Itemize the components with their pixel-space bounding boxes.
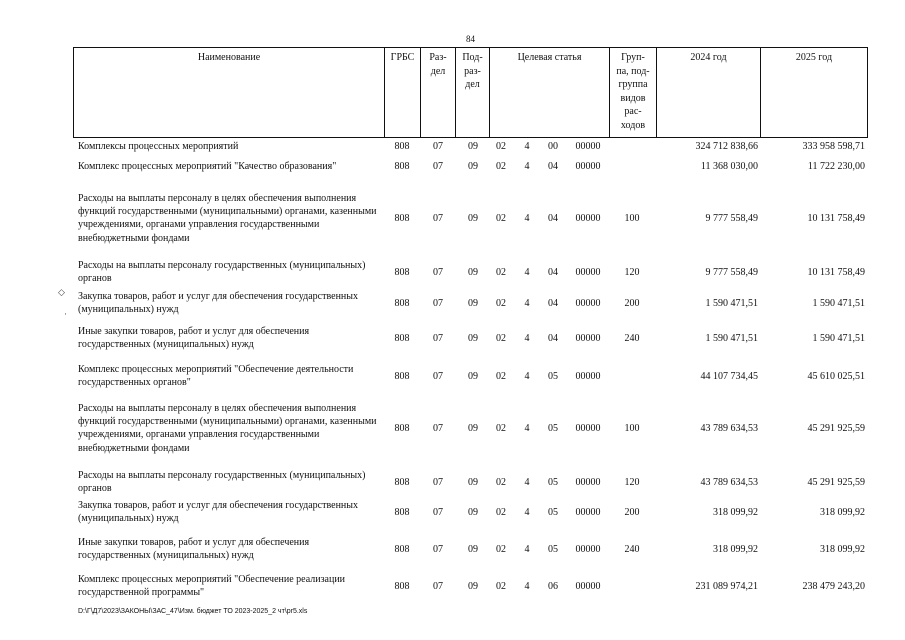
row-target-direction: 00000 — [575, 507, 601, 518]
table-row — [0, 192, 905, 246]
row-razdel: 07 — [433, 423, 443, 434]
row-target-program: 02 — [496, 333, 506, 344]
row-target-type: 4 — [524, 371, 530, 382]
row-value-2024: 318 099,92 — [713, 544, 758, 555]
row-target-type: 4 — [524, 141, 530, 152]
row-target-direction: 00000 — [575, 581, 601, 592]
row-name: Расходы на выплаты персоналу государственных (муниципальных) органов — [78, 260, 366, 285]
row-target-complex: 04 — [548, 161, 558, 172]
row-target-direction: 00000 — [575, 423, 601, 434]
row-target-program: 02 — [496, 477, 506, 488]
row-grbs: 808 — [394, 213, 410, 224]
row-podrazdel: 09 — [468, 544, 478, 555]
row-target-program: 02 — [496, 371, 506, 382]
row-value-2025: 10 131 758,49 — [807, 267, 865, 278]
row-target-program: 02 — [496, 423, 506, 434]
scan-mark: ◇ — [58, 287, 65, 297]
row-target-complex: 05 — [548, 544, 558, 555]
row-name: Иные закупки товаров, работ и услуг для обеспечения государственных (муниципальных) нужд — [78, 326, 310, 351]
row-value-2025: 1 590 471,51 — [812, 298, 865, 309]
table-row — [0, 259, 905, 287]
row-target-program: 02 — [496, 141, 506, 152]
row-grbs: 808 — [394, 267, 410, 278]
table-row — [0, 160, 905, 174]
row-value-2025: 11 722 230,00 — [807, 161, 865, 172]
row-value-2024: 318 099,92 — [713, 507, 758, 518]
table-row — [0, 325, 905, 353]
row-value-2024: 9 777 558,49 — [705, 267, 758, 278]
row-value-2024: 44 107 734,45 — [700, 371, 758, 382]
table-row — [0, 363, 905, 391]
row-value-2024: 1 590 471,51 — [705, 333, 758, 344]
row-grbs: 808 — [394, 371, 410, 382]
row-value-2025: 318 099,92 — [820, 507, 865, 518]
row-target-complex: 04 — [548, 298, 558, 309]
row-target-complex: 05 — [548, 477, 558, 488]
row-value-2025: 318 099,92 — [820, 544, 865, 555]
row-target-direction: 00000 — [575, 213, 601, 224]
table-row — [0, 469, 905, 497]
table-row — [0, 402, 905, 456]
row-target-direction: 00000 — [575, 298, 601, 309]
header-podrazdel: Под- раз- дел — [462, 52, 483, 90]
row-name: Комплекс процессных мероприятий "Качество образования" — [78, 161, 337, 172]
row-grbs: 808 — [394, 298, 410, 309]
scan-dot: · — [64, 309, 67, 319]
header-2024: 2024 год — [690, 52, 727, 63]
header-2025: 2025 год — [795, 52, 833, 63]
row-podrazdel: 09 — [468, 267, 478, 278]
row-value-2024: 1 590 471,51 — [705, 298, 758, 309]
row-podrazdel: 09 — [468, 298, 478, 309]
row-target-direction: 00000 — [575, 333, 601, 344]
row-razdel: 07 — [433, 581, 443, 592]
file-path-footer: D:\Г\Д7\2023\ЗАКОНЫ\ЗАС_47\Изм. бюджет ТО 2023-2025_2 чт\pr5.xls — [78, 608, 308, 615]
table-row — [0, 499, 905, 527]
row-grbs: 808 — [394, 581, 410, 592]
row-grbs: 808 — [394, 544, 410, 555]
row-grbs: 808 — [394, 477, 410, 488]
row-podrazdel: 09 — [468, 213, 478, 224]
row-target-type: 4 — [524, 213, 530, 224]
row-value-2025: 45 610 025,51 — [807, 371, 865, 382]
row-target-program: 02 — [496, 544, 506, 555]
row-value-2025: 238 479 243,20 — [802, 581, 865, 592]
row-target-type: 4 — [524, 161, 530, 172]
row-value-2025: 333 958 598,71 — [802, 141, 865, 152]
row-grbs: 808 — [394, 507, 410, 518]
row-expense-group: 100 — [624, 423, 640, 434]
row-target-complex: 04 — [548, 333, 558, 344]
row-target-program: 02 — [496, 161, 506, 172]
row-target-complex: 05 — [548, 507, 558, 518]
row-podrazdel: 09 — [468, 161, 478, 172]
row-grbs: 808 — [394, 423, 410, 434]
row-value-2024: 11 368 030,00 — [700, 161, 758, 172]
table-row — [0, 140, 905, 154]
row-razdel: 07 — [433, 267, 443, 278]
row-target-direction: 00000 — [575, 267, 601, 278]
row-target-type: 4 — [524, 333, 530, 344]
row-target-complex: 05 — [548, 423, 558, 434]
row-target-type: 4 — [524, 581, 530, 592]
row-razdel: 07 — [433, 477, 443, 488]
row-value-2025: 1 590 471,51 — [812, 333, 865, 344]
table-row — [0, 536, 905, 564]
row-target-direction: 00000 — [575, 371, 601, 382]
row-podrazdel: 09 — [468, 423, 478, 434]
row-target-complex: 06 — [548, 581, 558, 592]
row-target-program: 02 — [496, 298, 506, 309]
row-expense-group: 120 — [624, 477, 640, 488]
row-target-complex: 00 — [548, 141, 558, 152]
row-target-complex: 04 — [548, 267, 558, 278]
row-expense-group: 120 — [624, 267, 640, 278]
row-grbs: 808 — [394, 333, 410, 344]
row-name: Комплексы процессных мероприятий — [78, 141, 239, 152]
row-target-type: 4 — [524, 477, 530, 488]
row-target-direction: 00000 — [575, 477, 601, 488]
row-razdel: 07 — [433, 544, 443, 555]
row-grbs: 808 — [394, 161, 410, 172]
row-podrazdel: 09 — [468, 141, 478, 152]
row-value-2025: 10 131 758,49 — [807, 213, 865, 224]
row-target-type: 4 — [524, 544, 530, 555]
row-razdel: 07 — [433, 371, 443, 382]
row-grbs: 808 — [394, 141, 410, 152]
row-value-2025: 45 291 925,59 — [807, 477, 865, 488]
row-expense-group: 240 — [624, 333, 640, 344]
row-expense-group: 100 — [624, 213, 640, 224]
row-target-direction: 00000 — [575, 141, 601, 152]
row-value-2024: 43 789 634,53 — [700, 477, 758, 488]
row-value-2024: 43 789 634,53 — [700, 423, 758, 434]
header-group: Груп- па, под- группа видов рас- ходов — [616, 52, 650, 131]
row-razdel: 07 — [433, 213, 443, 224]
header-grbs: ГРБС — [390, 52, 415, 63]
row-value-2024: 9 777 558,49 — [705, 213, 758, 224]
row-razdel: 07 — [433, 298, 443, 309]
header-razdel: Раз- дел — [429, 52, 447, 77]
row-target-complex: 05 — [548, 371, 558, 382]
row-name: Расходы на выплаты персоналу в целях обеспечения выполнения функций государственными (муниципальными) органами, казенными учреждениями, органами управления государственными внебюджетными фондами — [78, 403, 377, 454]
row-podrazdel: 09 — [468, 581, 478, 592]
row-razdel: 07 — [433, 161, 443, 172]
row-name: Закупка товаров, работ и услуг для обеспечения государственных (муниципальных) нужд — [78, 291, 359, 316]
row-name: Комплекс процессных мероприятий "Обеспечение реализации государственной программы" — [78, 574, 346, 599]
row-target-program: 02 — [496, 507, 506, 518]
row-target-program: 02 — [496, 213, 506, 224]
row-name: Комплекс процессных мероприятий "Обеспечение деятельности государственных органов" — [78, 364, 354, 389]
row-target-complex: 04 — [548, 213, 558, 224]
row-target-program: 02 — [496, 581, 506, 592]
row-target-direction: 00000 — [575, 544, 601, 555]
row-name: Расходы на выплаты персоналу государственных (муниципальных) органов — [78, 470, 366, 495]
row-name: Расходы на выплаты персоналу в целях обеспечения выполнения функций государственными (муниципальными) органами, казенными учреждениями, органами управления государственными внебюджетными фондами — [78, 193, 377, 244]
row-target-type: 4 — [524, 423, 530, 434]
row-value-2024: 231 089 974,21 — [695, 581, 758, 592]
header-target: Целевая статья — [517, 52, 582, 63]
row-razdel: 07 — [433, 507, 443, 518]
row-podrazdel: 09 — [468, 507, 478, 518]
row-value-2024: 324 712 838,66 — [695, 141, 758, 152]
row-target-type: 4 — [524, 507, 530, 518]
row-target-type: 4 — [524, 298, 530, 309]
table-row — [0, 573, 905, 601]
row-target-program: 02 — [496, 267, 506, 278]
header-name: Наименование — [197, 52, 261, 63]
row-target-type: 4 — [524, 267, 530, 278]
page-number: 84 — [466, 34, 475, 44]
row-value-2025: 45 291 925,59 — [807, 423, 865, 434]
row-podrazdel: 09 — [468, 333, 478, 344]
row-target-direction: 00000 — [575, 161, 601, 172]
table-row — [0, 290, 905, 318]
row-razdel: 07 — [433, 141, 443, 152]
row-expense-group: 240 — [624, 544, 640, 555]
row-name: Иные закупки товаров, работ и услуг для обеспечения государственных (муниципальных) нужд — [78, 537, 310, 562]
row-expense-group: 200 — [624, 298, 640, 309]
row-podrazdel: 09 — [468, 371, 478, 382]
row-name: Закупка товаров, работ и услуг для обеспечения государственных (муниципальных) нужд — [78, 500, 359, 525]
row-podrazdel: 09 — [468, 477, 478, 488]
row-razdel: 07 — [433, 333, 443, 344]
row-expense-group: 200 — [624, 507, 640, 518]
